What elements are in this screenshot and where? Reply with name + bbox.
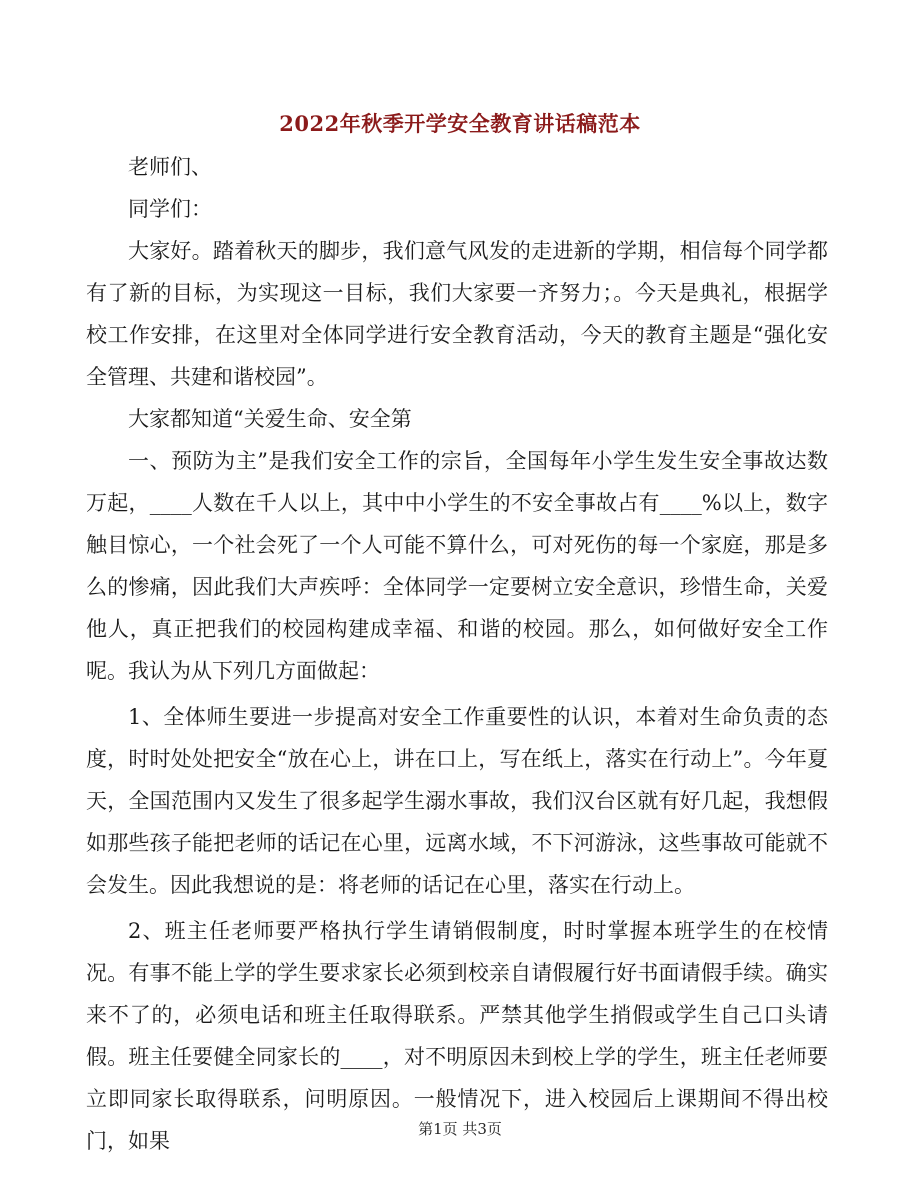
page-number: 第1页 共3页 — [418, 1120, 502, 1138]
paragraph-prevention: 一、预防为主”是我们安全工作的宗旨，全国每年小学生发生安全事故达数万起，____人数在千人以上，其中中小学生的不安全事故占有____%以上，数字触目惊心，一个社会死了一个人可能不算什么，可对死伤的每一个家庭，那是多么的惨痛，因此我们大声疾呼：全体同学一定要树立安全意识，珍惜生命，关爱他人，真正把我们的校园构建成幸福、和谐的校园。那么，如何做好安全工作呢。我认为从下列几方面做起： — [86, 449, 828, 683]
paragraph-point-2: 2、班主任老师要严格执行学生请销假制度，时时掌握本班学生的在校情况。有事不能上学的学生要求家长必须到校亲自请假履行好书面请假手续。确实来不了的，必须电话和班主任取得联系。严禁其他学生捎假或学生自己口头请假。班主任要健全同家长的____，对不明原因未到校上学的学生，班主任老师要立即同家长取得联系，问明原因。一般情况下，进入校园后上课期间不得出校门，如果 — [86, 919, 828, 1153]
document-body — [86, 146, 828, 1162]
paragraph-greeting: 大家好。踏着秋天的脚步，我们意气风发的走进新的学期，相信每个同学都有了新的目标，为实现这一目标，我们大家要一齐努力；。今天是典礼，根据学校工作安排，在这里对全体同学进行安全教育活动，今天的教育主题是“强化安全管理、共建和谐校园”。 — [86, 239, 828, 389]
document-title: 2022年秋季开学安全教育讲话稿范本 — [279, 111, 641, 136]
paragraph-point-1: 1、全体师生要进一步提高对安全工作重要性的认识，本着对生命负责的态度，时时处处把安全“放在心上，讲在口上，写在纸上，落实在行动上”。今年夏天，全国范围内又发生了很多起学生溺水事故，我们汉台区就有好几起，我想假如那些孩子能把老师的话记在心里，远离水域，不下河游泳，这些事故可能就不会发生。因此我想说的是：将老师的话记在心里，落实在行动上。 — [86, 705, 828, 897]
salutation-students: 同学们： — [128, 197, 212, 221]
paragraph-intro: 大家都知道“关爱生命、安全第 — [128, 407, 412, 431]
salutation-teachers: 老师们、 — [128, 155, 212, 179]
